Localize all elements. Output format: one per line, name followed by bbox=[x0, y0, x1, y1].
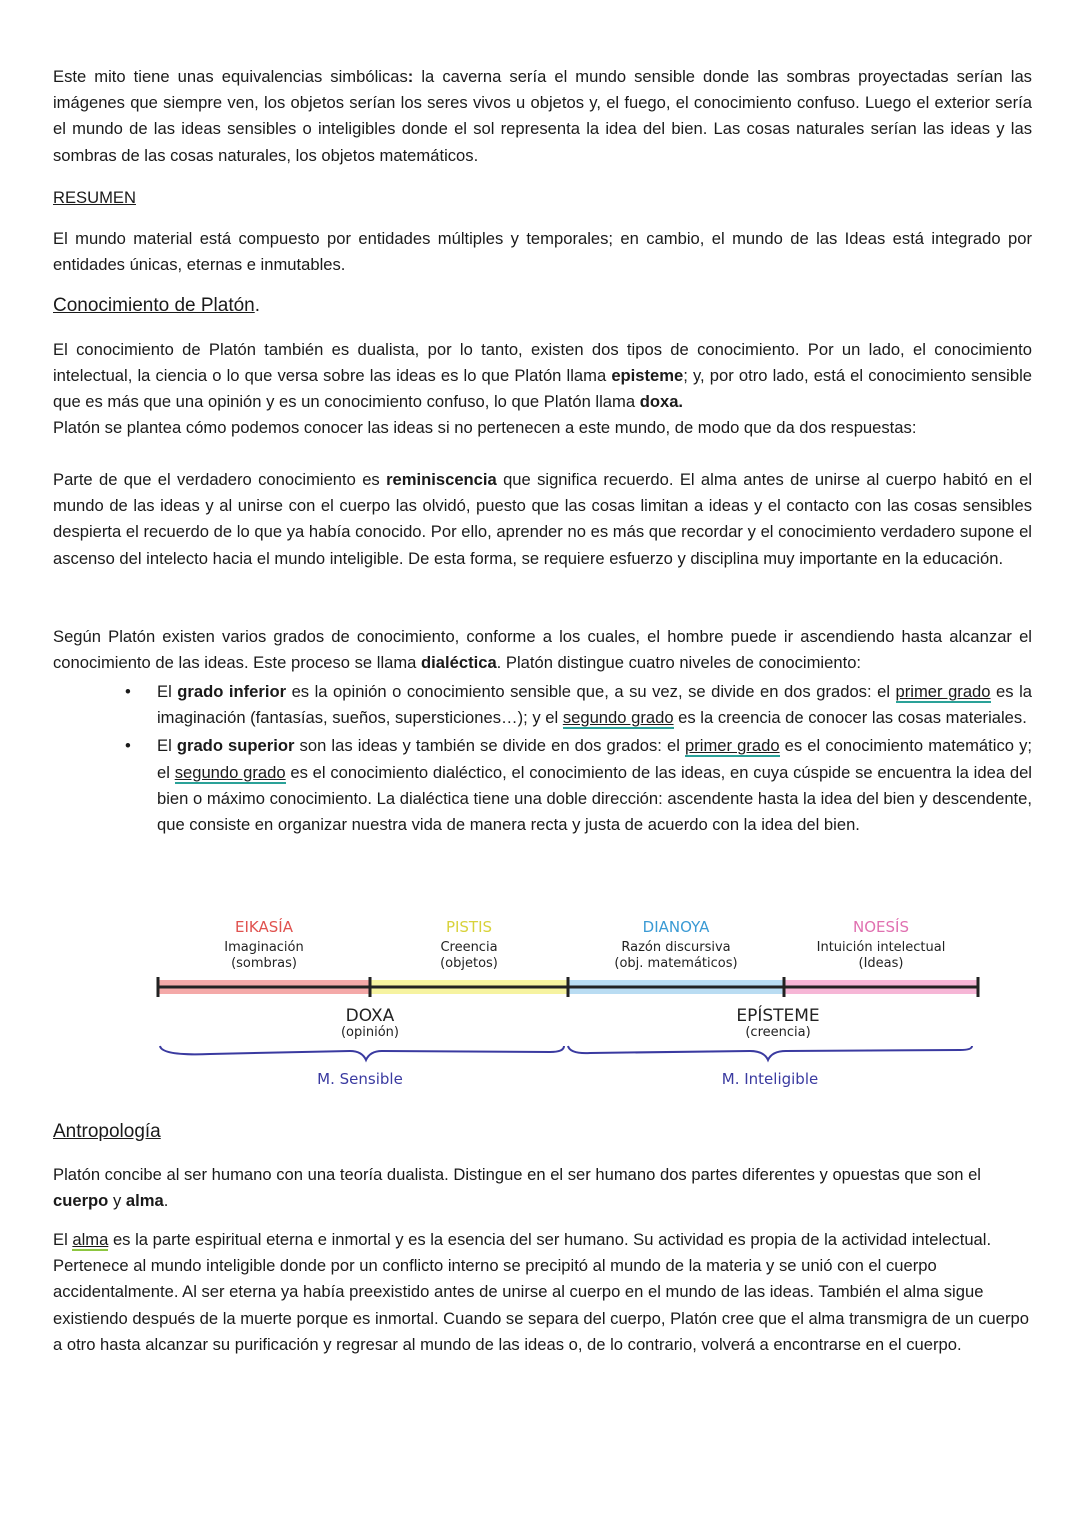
term-cuerpo: cuerpo bbox=[53, 1191, 109, 1211]
segment-note: (obj. matemáticos) bbox=[614, 956, 738, 971]
paragraph-alma bbox=[53, 1227, 1032, 1358]
section-heading-conocimiento bbox=[53, 293, 1032, 319]
resumen-text: El mundo material está compuesto por entidades múltiples y temporales; en cambio, el mundo de las Ideas está integrado por entidades únicas, eternas e inmutables. bbox=[53, 229, 1032, 275]
segment-title: DIANOYA bbox=[642, 918, 710, 936]
paragraph-dualismo bbox=[53, 337, 1032, 416]
knowledge-levels-diagram bbox=[150, 910, 990, 1100]
text: son las ideas y también se divide en dos grados: el bbox=[294, 736, 686, 756]
brace-inteligible bbox=[568, 1046, 972, 1060]
text: : bbox=[407, 67, 414, 86]
text: es el conocimiento matemático y; el bbox=[157, 736, 1032, 782]
episteme-title: EPÍSTEME bbox=[736, 1006, 820, 1026]
text: . Platón distingue cuatro niveles de conocimiento: bbox=[496, 653, 862, 673]
text: Platón concibe al ser humano con una teoría dualista. Distingue en el ser humano dos partes diferentes y opuestas que son el bbox=[53, 1165, 981, 1184]
segment-title: PISTIS bbox=[445, 918, 493, 936]
segment-note: (Ideas) bbox=[858, 956, 904, 971]
brace-sensible bbox=[160, 1046, 564, 1060]
text: El conocimiento de Platón también es dualista, por lo tanto, existen dos tipos de conocimiento. Por un lado, el conocimiento intelectual, la ciencia o lo que versa sobre las ideas es lo que Platón llama bbox=[53, 340, 1032, 386]
list-item bbox=[53, 733, 1032, 838]
text: Según Platón existen varios grados de conocimiento, conforme a los cuales, el hombre puede ir ascendiendo hasta alcanzar el conocimiento de las ideas. Este proceso se llama bbox=[53, 627, 1032, 673]
text: la caverna sería el mundo sensible donde las sombras proyectadas serían las imágenes que siempre ven, los objetos serían los seres vivos u objetos y, el fuego, el conocimiento confuso. Luego el exterior sería el mundo de las ideas sensibles o inteligibles donde el sol representa la idea del bien. Las cosas naturales serían las ideas y las sombras de las cosas naturales, los objetos matemáticos. bbox=[53, 67, 1032, 165]
doxa-sub: (opinión) bbox=[340, 1025, 400, 1040]
text: grado inferior bbox=[177, 682, 287, 701]
grados-list bbox=[53, 679, 1032, 838]
text: Este mito tiene unas equivalencias simbólicas bbox=[53, 67, 408, 86]
segment-title: EIKASÍA bbox=[235, 918, 293, 936]
text: es la creencia de conocer las cosas materiales. bbox=[673, 708, 1027, 728]
paragraph-mito bbox=[53, 64, 1032, 169]
text: ; y, por otro lado, está el conocimiento sensible que es más que una opinión y es un conocimiento confuso, lo que Platón llama bbox=[53, 366, 1032, 412]
text: y bbox=[108, 1191, 126, 1211]
paragraph-dualismo-humano bbox=[53, 1162, 1032, 1214]
term-dialectica: dialéctica bbox=[421, 653, 497, 673]
world-sensible: M. Sensible bbox=[317, 1070, 403, 1088]
text: es la opinión o conocimiento sensible que, a su vez, se divide en dos grados: el bbox=[286, 682, 896, 701]
text: El bbox=[53, 1230, 73, 1249]
text: segundo grado bbox=[174, 762, 286, 782]
segment-label: Intuición intelectual bbox=[816, 940, 946, 955]
episteme-sub: (creencia) bbox=[745, 1025, 811, 1040]
text: es el conocimiento dialéctico, el conocimiento de las ideas, en cuya cúspide se encuentra la idea del bien o máximo conocimiento. La dialéctica tiene una doble dirección: ascendente hasta la idea del bien y descendente, que consiste en organizar nuestra vida de manera recta y justa de acuerdo con la idea del bien. bbox=[157, 762, 1032, 835]
paragraph-pregunta: Platón se plantea cómo podemos conocer las ideas si no pertenecen a este mundo, de modo que da dos respuestas: bbox=[53, 418, 917, 437]
segment-label: Razón discursiva bbox=[621, 940, 731, 955]
text: alma bbox=[72, 1230, 109, 1249]
text: segundo grado bbox=[562, 708, 674, 728]
text: Parte de que el verdadero conocimiento es bbox=[53, 470, 387, 489]
doxa-title: DOXA bbox=[345, 1006, 395, 1026]
segment-note: (objetos) bbox=[440, 956, 498, 971]
segment-title: NOESÍS bbox=[853, 918, 909, 936]
text: El bbox=[157, 682, 178, 701]
text: es la parte espiritual eterna e inmortal y es la esencia del ser humano. Su actividad es propia de la actividad intelectual. Pertenece al mundo inteligible donde por un conflicto interno se precipitó al mundo de la materia y se unió con el cuerpo accidentalmente. Al ser eterna ya había preexistido antes de unirse al cuerpo en el mundo de las ideas. También el alma sigue existiendo después de la muerte porque es inmortal. Cuando se separa del cuerpo, Platón cree que el alma transmigra de un cuerpo a otro hasta alcanzar su purificación y regresar al mundo de las ideas o, de lo contrario, volverá a encontrarse en el cuerpo. bbox=[53, 1230, 1029, 1354]
text: . bbox=[163, 1191, 169, 1211]
paragraph-grados bbox=[53, 624, 1032, 676]
segment-label: Imaginación bbox=[224, 940, 304, 955]
text: primer grado bbox=[895, 682, 991, 701]
heading-dot: . bbox=[254, 295, 261, 316]
world-inteligible: M. Inteligible bbox=[721, 1070, 819, 1088]
term-episteme: episteme bbox=[611, 366, 684, 386]
text: es la imaginación (fantasías, sueños, supersticiones…); y el bbox=[157, 682, 1032, 728]
term-alma: alma bbox=[125, 1191, 164, 1211]
text: grado superior bbox=[176, 736, 295, 756]
paragraph-reminiscencia bbox=[53, 467, 1032, 572]
section-heading-antropologia: Antropología bbox=[53, 1121, 161, 1142]
term-doxa: doxa. bbox=[639, 392, 684, 412]
text: primer grado bbox=[685, 736, 780, 756]
segment-note: (sombras) bbox=[231, 956, 297, 971]
term-reminiscencia: reminiscencia bbox=[386, 470, 497, 489]
heading-text: Conocimiento de Platón bbox=[53, 295, 255, 316]
text: que significa recuerdo. El alma antes de unirse al cuerpo habitó en el mundo de las ideas y al unirse con el cuerpo las olvidó, puesto que las cosas limitan a ideas y el contacto con las cosas sensibles despierta el recuerdo de lo que ya había conocido. Por ello, aprender no es más que recordar y el conocimiento verdadero supone el ascenso del intelecto hacia el mundo inteligible. De esta forma, se requiere esfuerzo y disciplina muy importante en la educación. bbox=[53, 470, 1032, 568]
list-item bbox=[53, 679, 1032, 731]
segment-label: Creencia bbox=[440, 940, 498, 955]
resumen-label: RESUMEN bbox=[53, 188, 136, 207]
text: El bbox=[157, 736, 177, 756]
